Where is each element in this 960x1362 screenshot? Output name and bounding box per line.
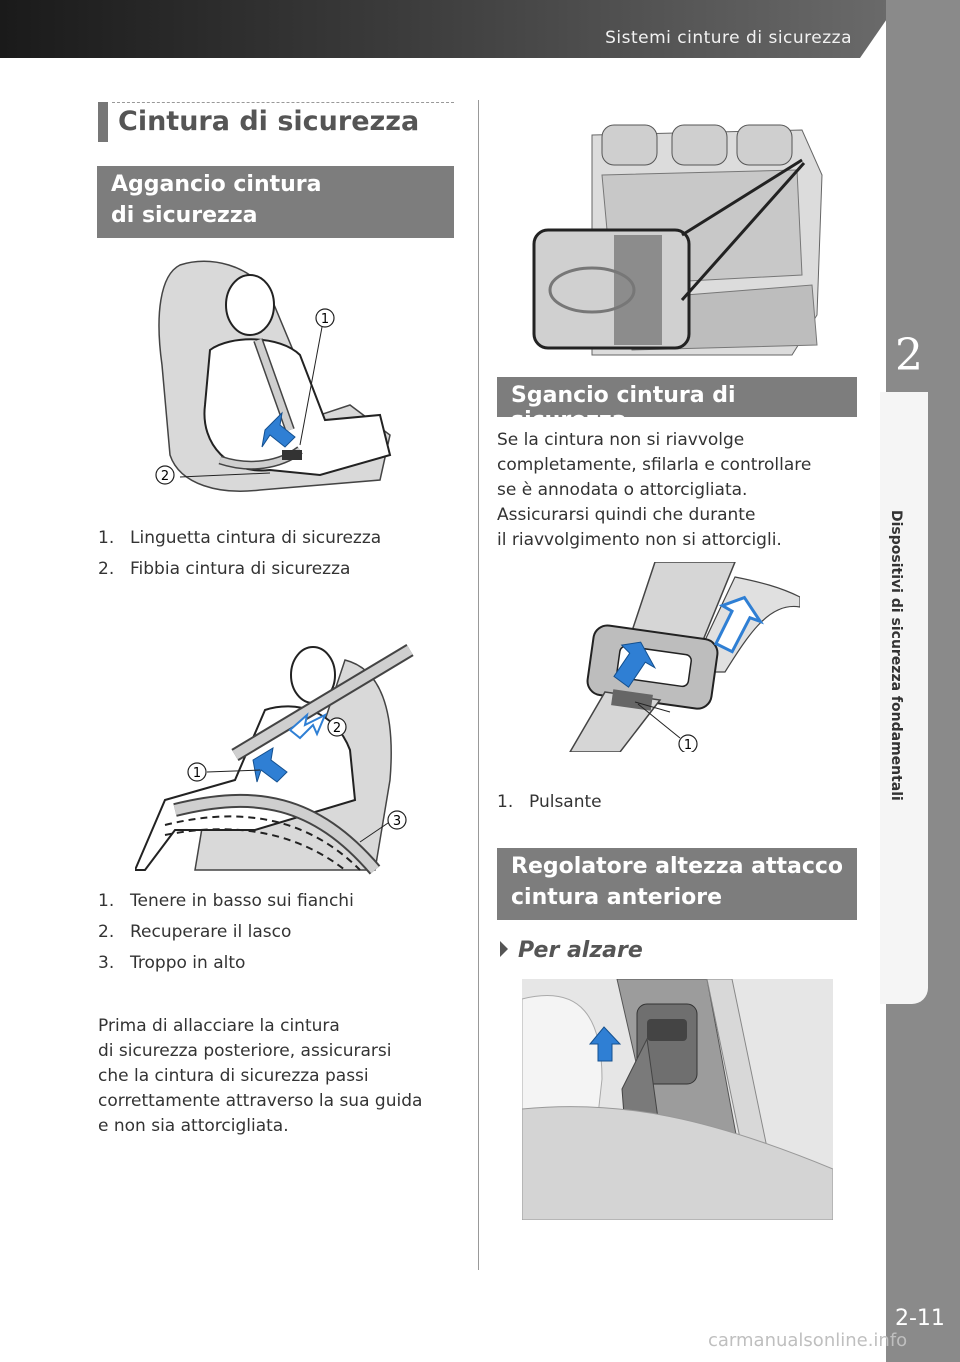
page-number: 2-11 bbox=[895, 1306, 945, 1331]
chapter-label-text: Dispositivi di sicurezza fondamentali bbox=[888, 510, 904, 801]
figure-buckle-seated bbox=[150, 255, 400, 500]
paragraph-rear-belt: Prima di allacciare la cintura di sicurezza posteriore, assicurarsi che la cintura di sicurezza passi correttamente attraverso la sua guida e non sia attorcigliata. bbox=[98, 1016, 423, 1136]
fig1-callout-2: 2 bbox=[160, 469, 170, 484]
heading-aggancio-line1: Aggancio cintura bbox=[111, 172, 322, 197]
title-bar bbox=[98, 102, 108, 142]
list-buckle-parts bbox=[98, 528, 381, 590]
fig4-callout-1: 1 bbox=[683, 738, 693, 752]
fig2-callout-2: 2 bbox=[332, 721, 342, 736]
header-title: Sistemi cinture di sicurezza bbox=[605, 28, 852, 48]
column-divider bbox=[478, 100, 479, 1270]
fig1-callout-1: 1 bbox=[320, 312, 330, 327]
paragraph-belt-release: Se la cintura non si riavvolge completamente, sfilarla e controllare se è annodata o attorcigliata. Assicurarsi quindi che durante il riavvolgimento non si attorcigli. bbox=[497, 430, 812, 550]
section-title bbox=[98, 102, 454, 144]
list-item: 1. Linguetta cintura di sicurezza bbox=[98, 528, 382, 548]
list-item: 2. Fibbia cintura di sicurezza bbox=[98, 559, 351, 579]
list-release-parts bbox=[497, 792, 602, 823]
figure-rear-seat bbox=[532, 115, 832, 360]
section-title-text: Cintura di sicurezza bbox=[118, 106, 420, 137]
fig2-callout-3: 3 bbox=[392, 814, 402, 829]
list-item: 1. Pulsante bbox=[497, 792, 602, 812]
triangle-bullet-icon bbox=[500, 941, 508, 957]
title-rule bbox=[112, 102, 454, 103]
heading-sgancio bbox=[497, 377, 857, 433]
figure-height-adjuster bbox=[522, 979, 833, 1220]
list-item: 3. Troppo in alto bbox=[98, 953, 246, 973]
heading-aggancio bbox=[97, 166, 454, 238]
heading-regolatore-line2: cintura anteriore bbox=[511, 885, 722, 910]
heading-regolatore-line1: Regolatore altezza attacco bbox=[511, 854, 844, 879]
subheading-per-alzare: Per alzare bbox=[500, 938, 643, 963]
heading-sgancio-text: Sgancio cintura di sicurezza bbox=[511, 383, 736, 433]
figure-release-button bbox=[560, 562, 800, 752]
list-belt-position bbox=[98, 891, 354, 984]
list-item: 2. Recuperare il lasco bbox=[98, 922, 292, 942]
figure-belt-position bbox=[135, 630, 420, 875]
watermark: carmanualsonline.info bbox=[708, 1330, 908, 1351]
heading-regolatore bbox=[497, 848, 857, 920]
chapter-number: 2 bbox=[895, 330, 923, 381]
list-item: 1. Tenere in basso sui fianchi bbox=[98, 891, 354, 911]
fig2-callout-1: 1 bbox=[192, 766, 202, 781]
heading-aggancio-line2: di sicurezza bbox=[111, 203, 258, 228]
